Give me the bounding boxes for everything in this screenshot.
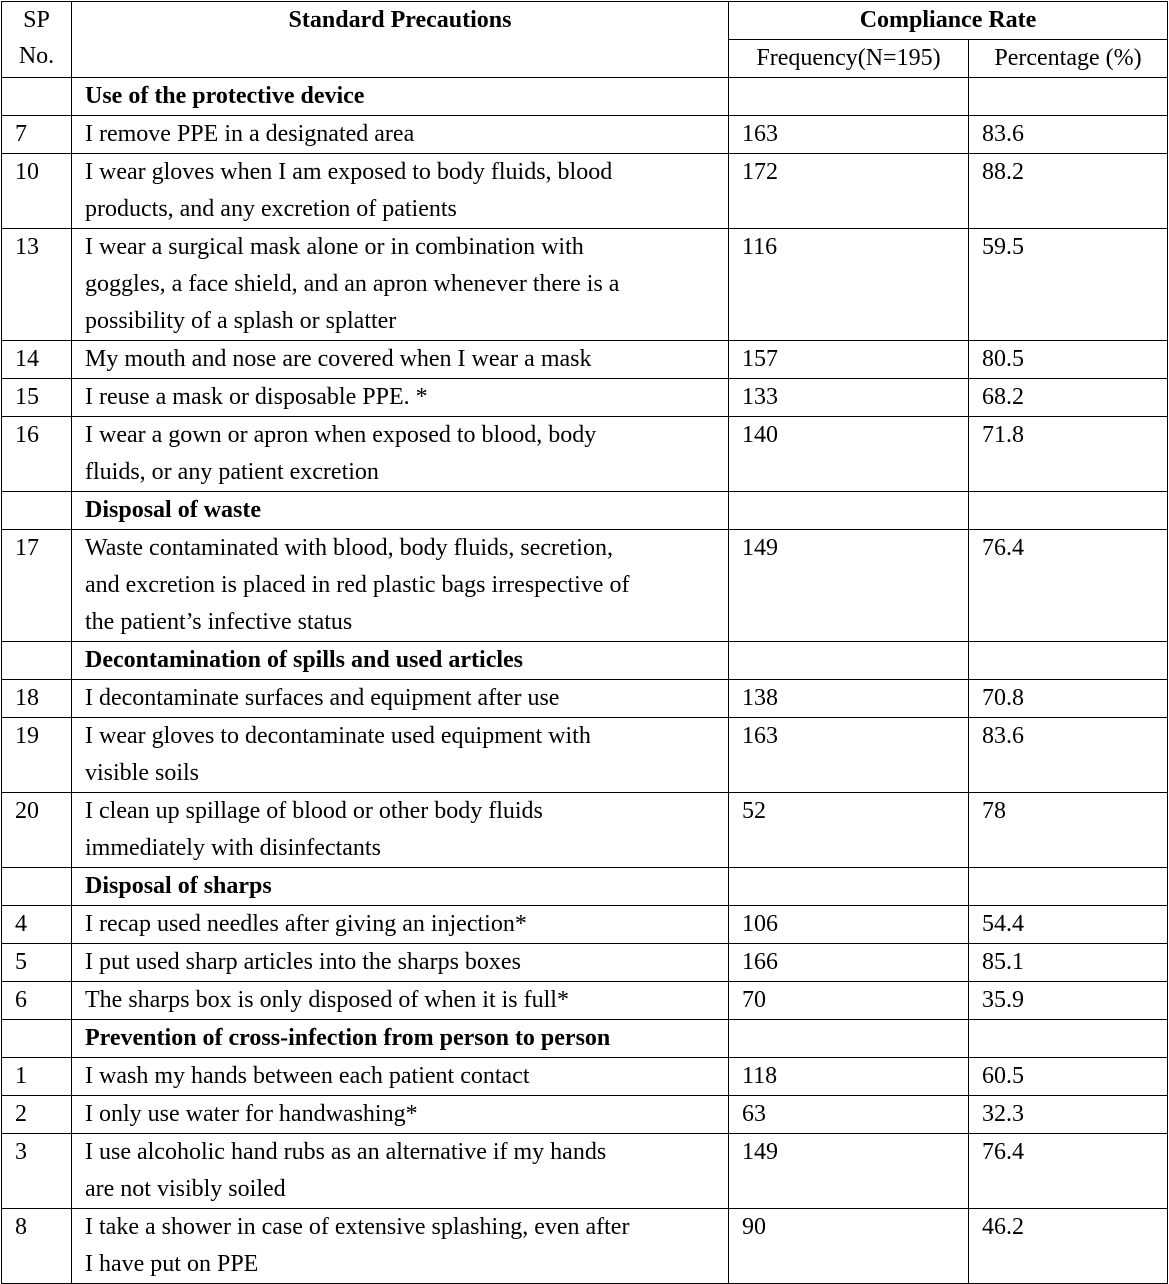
sp-no-cell: 5 — [2, 944, 72, 982]
precaution-text-line: I wear a surgical mask alone or in combination with — [85, 234, 584, 260]
section-row — [2, 868, 1168, 906]
frequency-cell: 149 — [729, 1134, 969, 1209]
precaution-cell — [72, 229, 729, 341]
percentage-cell: 68.2 — [969, 379, 1168, 417]
frequency-cell: 116 — [729, 229, 969, 341]
sp-no-cell: 10 — [2, 154, 72, 229]
table-row — [2, 680, 1168, 718]
sp-no-cell: 18 — [2, 680, 72, 718]
precaution-text-line: I put used sharp articles into the sharps boxes — [85, 949, 521, 975]
percentage-cell: 71.8 — [969, 417, 1168, 492]
percentage-cell: 54.4 — [969, 906, 1168, 944]
precaution-cell — [72, 1134, 729, 1209]
frequency-cell — [729, 1020, 969, 1058]
percentage-cell: 83.6 — [969, 116, 1168, 154]
table-body — [2, 78, 1168, 1284]
frequency-cell: 163 — [729, 718, 969, 793]
sp-no-cell — [2, 1020, 72, 1058]
percentage-cell: 88.2 — [969, 154, 1168, 229]
percentage-cell — [969, 78, 1168, 116]
sp-no-cell: 13 — [2, 229, 72, 341]
percentage-cell — [969, 868, 1168, 906]
precaution-text-line: visible soils — [85, 760, 200, 786]
frequency-cell: 118 — [729, 1058, 969, 1096]
precaution-cell — [72, 1058, 729, 1096]
precaution-text-line: Waste contaminated with blood, body fluids, secretion, — [85, 535, 613, 561]
sp-no-cell — [2, 78, 72, 116]
precaution-text-line: I only use water for handwashing* — [85, 1101, 418, 1127]
percentage-cell: 35.9 — [969, 982, 1168, 1020]
frequency-cell: 70 — [729, 982, 969, 1020]
sp-no-cell: 6 — [2, 982, 72, 1020]
precaution-text-line: I recap used needles after giving an injection* — [85, 911, 527, 937]
table-row — [2, 944, 1168, 982]
percentage-cell — [969, 1020, 1168, 1058]
precaution-cell — [72, 417, 729, 492]
sp-no-cell: 1 — [2, 1058, 72, 1096]
sp-no-cell — [2, 642, 72, 680]
percentage-cell: 78 — [969, 793, 1168, 868]
sp-no-cell — [2, 492, 72, 530]
precaution-text-line: I wear gloves to decontaminate used equipment with — [85, 723, 591, 749]
table-row — [2, 379, 1168, 417]
frequency-cell: 63 — [729, 1096, 969, 1134]
precaution-text-line: fluids, or any patient excretion — [85, 459, 379, 485]
precaution-text-line: are not visibly soiled — [85, 1176, 286, 1202]
precaution-cell — [72, 793, 729, 868]
precaution-text-line: goggles, a face shield, and an apron whenever there is a — [85, 271, 620, 297]
precaution-cell — [72, 379, 729, 417]
table-row — [2, 154, 1168, 229]
frequency-cell: 163 — [729, 116, 969, 154]
frequency-cell: 140 — [729, 417, 969, 492]
percentage-cell — [969, 642, 1168, 680]
precaution-cell — [72, 680, 729, 718]
precaution-text-line: immediately with disinfectants — [85, 835, 381, 861]
percentage-cell: 80.5 — [969, 341, 1168, 379]
header-sp-no-line2: No. — [18, 43, 55, 69]
section-row — [2, 78, 1168, 116]
percentage-cell: 83.6 — [969, 718, 1168, 793]
precaution-text-line: I decontaminate surfaces and equipment after use — [85, 685, 560, 711]
precaution-cell — [72, 1096, 729, 1134]
sp-no-cell: 15 — [2, 379, 72, 417]
header-compliance-rate: Compliance Rate — [729, 2, 1168, 40]
percentage-cell — [969, 492, 1168, 530]
section-title: Decontamination of spills and used articles — [72, 642, 729, 680]
precaution-cell — [72, 341, 729, 379]
section-row — [2, 642, 1168, 680]
precaution-text-line: I wear gloves when I am exposed to body fluids, blood — [85, 159, 613, 185]
precaution-text-line: possibility of a splash or splatter — [85, 308, 397, 334]
table-row — [2, 1096, 1168, 1134]
precaution-text-line: The sharps box is only disposed of when it is full* — [85, 987, 569, 1013]
table-row — [2, 1209, 1168, 1284]
section-title: Disposal of sharps — [72, 868, 729, 906]
table-row — [2, 1134, 1168, 1209]
percentage-cell: 46.2 — [969, 1209, 1168, 1284]
sp-no-cell: 7 — [2, 116, 72, 154]
percentage-cell: 85.1 — [969, 944, 1168, 982]
compliance-table — [1, 1, 1168, 1284]
sp-no-cell: 20 — [2, 793, 72, 868]
frequency-cell — [729, 78, 969, 116]
precaution-text-line: I take a shower in case of extensive splashing, even after — [85, 1214, 630, 1240]
section-title: Use of the protective device — [72, 78, 729, 116]
section-row — [2, 1020, 1168, 1058]
percentage-cell: 59.5 — [969, 229, 1168, 341]
precaution-cell — [72, 530, 729, 642]
frequency-cell: 90 — [729, 1209, 969, 1284]
table-row — [2, 906, 1168, 944]
precaution-cell — [72, 944, 729, 982]
precaution-text-line: I wear a gown or apron when exposed to blood, body — [85, 422, 597, 448]
section-title: Disposal of waste — [72, 492, 729, 530]
precaution-text-line: I clean up spillage of blood or other body fluids — [85, 798, 543, 824]
percentage-cell: 70.8 — [969, 680, 1168, 718]
frequency-cell: 138 — [729, 680, 969, 718]
header-sp-no — [2, 2, 72, 78]
frequency-cell: 172 — [729, 154, 969, 229]
frequency-cell: 106 — [729, 906, 969, 944]
table-row — [2, 793, 1168, 868]
precaution-text-line: I reuse a mask or disposable PPE. * — [85, 384, 428, 410]
table-row — [2, 229, 1168, 341]
precaution-text-line: the patient’s infective status — [85, 609, 353, 635]
sp-no-cell: 19 — [2, 718, 72, 793]
header-percentage: Percentage (%) — [969, 40, 1168, 78]
table-row — [2, 530, 1168, 642]
frequency-cell: 166 — [729, 944, 969, 982]
precaution-text-line: products, and any excretion of patients — [85, 196, 457, 222]
sp-no-cell: 2 — [2, 1096, 72, 1134]
table-row — [2, 116, 1168, 154]
table-row — [2, 718, 1168, 793]
precaution-text-line: I use alcoholic hand rubs as an alternative if my hands — [85, 1139, 607, 1165]
table-row — [2, 1058, 1168, 1096]
header-standard-precautions: Standard Precautions — [72, 2, 729, 78]
precaution-text-line: I wash my hands between each patient contact — [85, 1063, 530, 1089]
frequency-cell: 52 — [729, 793, 969, 868]
percentage-cell: 32.3 — [969, 1096, 1168, 1134]
frequency-cell: 157 — [729, 341, 969, 379]
precaution-cell — [72, 154, 729, 229]
section-title: Prevention of cross-infection from person to person — [72, 1020, 729, 1058]
precaution-cell — [72, 982, 729, 1020]
sp-no-cell: 4 — [2, 906, 72, 944]
percentage-cell: 60.5 — [969, 1058, 1168, 1096]
sp-no-cell: 17 — [2, 530, 72, 642]
percentage-cell: 76.4 — [969, 1134, 1168, 1209]
precaution-cell — [72, 906, 729, 944]
frequency-cell — [729, 642, 969, 680]
precaution-cell — [72, 116, 729, 154]
frequency-cell: 133 — [729, 379, 969, 417]
section-row — [2, 492, 1168, 530]
precaution-text-line: I have put on PPE — [85, 1251, 259, 1277]
table-row — [2, 982, 1168, 1020]
precaution-cell — [72, 1209, 729, 1284]
sp-no-cell — [2, 868, 72, 906]
precaution-cell — [72, 718, 729, 793]
percentage-cell: 76.4 — [969, 530, 1168, 642]
precaution-text-line: and excretion is placed in red plastic bags irrespective of — [85, 572, 630, 598]
header-frequency: Frequency(N=195) — [729, 40, 969, 78]
frequency-cell — [729, 868, 969, 906]
frequency-cell: 149 — [729, 530, 969, 642]
sp-no-cell: 8 — [2, 1209, 72, 1284]
table-row — [2, 341, 1168, 379]
precaution-text-line: My mouth and nose are covered when I wear a mask — [85, 346, 592, 372]
sp-no-cell: 16 — [2, 417, 72, 492]
sp-no-cell: 3 — [2, 1134, 72, 1209]
header-sp-no-line1: SP — [23, 7, 50, 33]
table-row — [2, 417, 1168, 492]
frequency-cell — [729, 492, 969, 530]
precaution-text-line: I remove PPE in a designated area — [85, 121, 415, 147]
sp-no-cell: 14 — [2, 341, 72, 379]
